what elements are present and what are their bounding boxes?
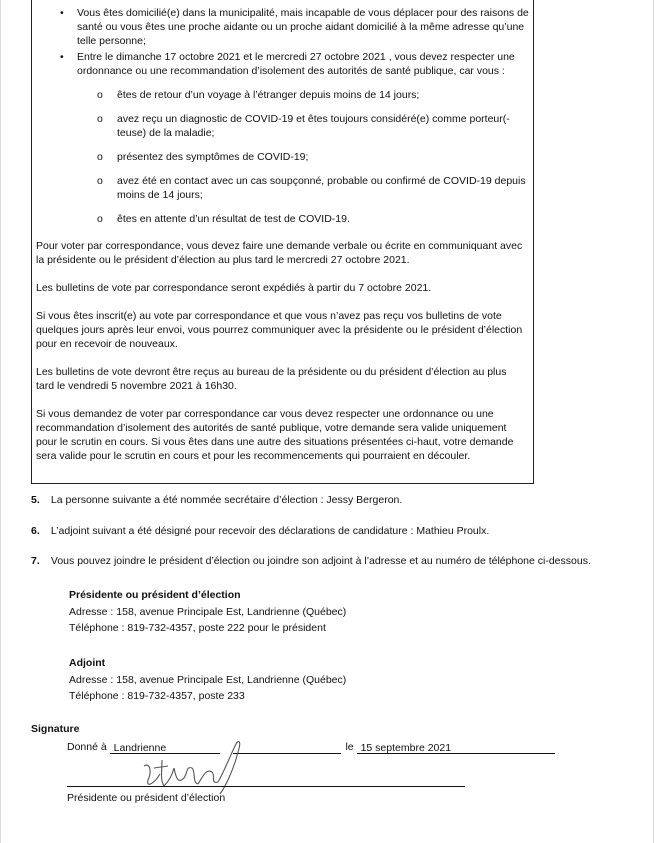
bullet-item: • Vous êtes domicilié(e) dans la municipalité, mais incapable de vous déplacer pour des raisons de santé ou vous êtes une proche aidante ou un proche aidant domicilié à la même adresse qu’une telle personne; [60,7,529,47]
signature-line [67,786,465,787]
adjoint-contact-block [69,655,346,705]
circle-bullet-icon: o [97,113,103,125]
numbered-item-7: 7. Vous pouvez joindre le président d’élection ou joindre son adjoint à l’adresse et au numéro de téléphone ci-dessous. [31,555,591,567]
paragraph: Si vous êtes inscrit(e) au vote par correspondance et que vous n’avez pas reçu vos bulletins de vote quelques jours après leur envoi, vous pourrez communiquer avec la présidente ou le président d’élection pour en recevoir de nouveaux. [36,310,523,350]
circle-bullet-icon: o [97,175,103,187]
circle-bullet-icon: o [97,151,103,163]
adjoint-heading: Adjoint [69,657,106,669]
president-phone: Téléphone : 819-732-4357, poste 222 pour le président [69,622,326,634]
bullet-icon: • [60,7,64,19]
date-label: le [345,741,354,753]
numbered-item-5: 5. La personne suivante a été nommée secrétaire d’élection : Jessy Bergeron. [31,494,403,506]
signature-title: Signature [31,723,80,735]
signer-title: Présidente ou président d’élection [67,792,226,804]
sub-item: o êtes en attente d’un résultat de test de COVID-19. [97,213,350,225]
sub-item: o êtes de retour d’un voyage à l’étranger depuis moins de 14 jours; [97,89,420,101]
president-heading: Présidente ou président d’élection [69,589,241,601]
place-field: Landrienne [110,741,220,754]
paragraph: Si vous demandez de voter par correspondance car vous devez respecter une ordonnance ou une recommandation d’isolement des autorités de santé publique, votre demande sera valide uniquement pour le scrutin en cours. Si vous êtes dans une autre des situations présentées ci-haut, votre demande sera valide pour le scrutin en cours et pour les recommencements qui pourraient en découler. [36,408,514,462]
handwritten-signature [140,738,250,796]
date-field: 15 septembre 2021 [357,741,555,754]
sub-item: o avez été en contact avec un cas soupçonné, probable ou confirmé de COVID-19 depuis moins de 14 jours; [97,175,526,201]
mail-voting-conditions-box [31,0,534,484]
president-contact-block [69,587,346,637]
sub-item: o avez reçu un diagnostic de COVID-19 et êtes toujours considéré(e) comme porteur(-teuse) de la maladie; [97,113,510,139]
adjoint-address: Adresse : 158, avenue Principale Est, Landrienne (Québec) [69,673,347,686]
bullet-icon: • [60,51,64,63]
adjoint-phone: Téléphone : 819-732-4357, poste 233 [69,690,245,702]
circle-bullet-icon: o [97,213,103,225]
president-address: Adresse : 158, avenue Principale Est, Landrienne (Québec) [69,605,347,618]
paragraph: Les bulletins de vote devront être reçus au bureau de la présidente ou du président d’élection au plus tard le vendredi 5 novembre 2021 à 16h30. [36,366,507,392]
paragraph: Pour voter par correspondance, vous devez faire une demande verbale ou écrite en communiquant avec la présidente ou le président d’élection au plus tard le mercredi 27 octobre 2021. [36,240,523,266]
given-at-label: Donné à [67,741,107,753]
page-edge-left [0,0,1,843]
paragraph: Les bulletins de vote par correspondance seront expédiés à partir du 7 octobre 2021. [36,282,432,294]
bullet-item: • Entre le dimanche 17 octobre 2021 et le mercredi 27 octobre 2021 , vous devez respecter une ordonnance ou une recommandation d’isolement des autorités de santé publique, car vous : [60,51,515,77]
sub-item: o présentez des symptômes de COVID-19; [97,151,309,163]
numbered-item-6: 6. L’adjoint suivant a été désigné pour recevoir des déclarations de candidature : Mathieu Proulx. [31,525,490,537]
circle-bullet-icon: o [97,89,103,101]
